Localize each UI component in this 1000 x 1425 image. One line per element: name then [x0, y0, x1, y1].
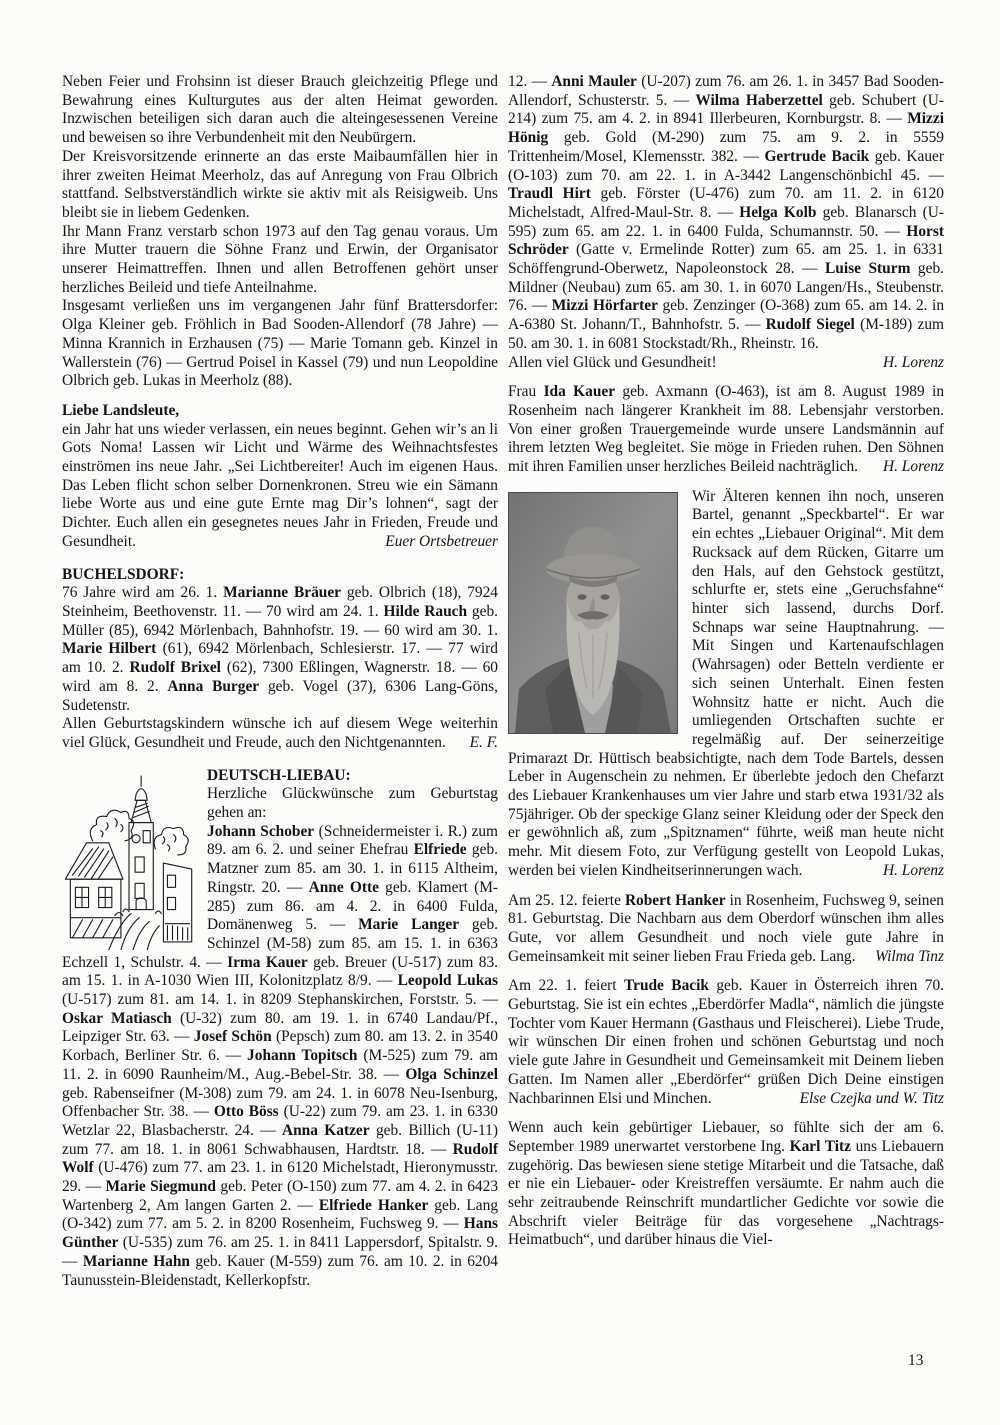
- paragraph: Wir Älteren kennen ihn noch, unseren Bartel, genannt „Speckbartel“. Er war ein echtes „Liebauer Original“. Mit dem Rucksack auf dem Rücken, Gitarre um den Hals, auf den Gehstock gestützt, schlurfte er, stets eine „Geruchsfahne“ hinter sich lassend, durchs Dorf. Schnaps war seine Hauptnahrung. — Mit Singen und Kartenaufschlagen (Wahrsagen) oder Betteln verdiente er sich seinen Unterhalt. Einen festen Wohnsitz hatte er nicht. Auch die umliegenden Ortschaften suchte er regelmäßig auf. Der seinerzeitige Primarazt Dr. Hüttisch beabsichtigte, nach dem Tode Bartels, dessen Leber in Augenschein zu nehmen. Er überlebte jedoch den Chefarzt des Liebauer Krankenhauses um vier Jahre und starb etwa 1931/32 als 75jähriger. Ob der speckige Glanz seiner Kleidung oder der Speck den er gewöhnlich aß, zum „Spitznamen“ führte, weiß man heute nicht mehr. Mit diesem Foto, zur Verfügung gestellt von Leopold Lukas, werden bei vielen Kindheitserinnerungen wach. H. Lorenz: [508, 487, 944, 879]
- right-column: [508, 73, 944, 1250]
- obituary-ida-kauer: Frau Ida Kauer geb. Axmann (O-463), ist am 8. August 1989 in Rosenheim nach längerer Krankheit im 88. Lebensjahr verstorben. Von einer großen Trauergemeinde wurde unsere Landsmännin auf ihrem letzten Weg begleitet. Sie möge in Frieden ruhen. Den Söhnen mit ihren Familien unser herzliches Beileid nachträglich. H. Lorenz: [508, 383, 945, 476]
- section-heading-buchelsdorf: BUCHELSDORF:: [62, 565, 185, 583]
- paragraph: Johann Schober (Schneidermeister i. R.) zum 89. am 6. 2. und seiner Ehefrau Elfriede geb. Matzner zum 85. am 30. 1. in 6115 Altheim, Ringstr. 20. — Anne Otte geb. Klamert (M-285) zum 86. am 4. 2. in 6400 Fulda, Domänenweg 5. — Marie Langer geb. Schinzel (M-58) zum 85. am 15. 1. in 6363 Echzell 1, Schulstr. 4. — Irma Kauer geb. Breuer (U-517) zum 83. am 15. 1. in A-1030 Wien III, Kolonitzplatz 8/9. — Leopold Lukas (U-517) zum 81. am 14. 1. in 8209 Stephanskirchen, Forststr. 5. — Oskar Matiasch (U-32) zum 80. am 19. 1. in 6740 Landau/Pf., Leipziger Str. 63. — Josef Schön (Pepsch) zum 80. am 13. 2. in 3540 Korbach, Berliner Str. 6. — Johann Topitsch (M-525) zum 79. am 11. 2. in 6090 Raunheim/M., Aug.-Bebel-Str. 38. — Olga Schinzel geb. Rabenseifner (M-308) zum 79. am 24. 1. in 6078 Neu-Isenburg, Offenbacher Str. 38. — Otto Böss (U-22) zum 79. am 23. 1. in 6330 Wetzlar 22, Blasbacherstr. 24. — Anna Katzer geb. Billich (U-11) zum 77. am 18. 1. in 8061 Schwabhausen, Hardtstr. 18. — Rudolf Wolf (U-476) zum 77. am 23. 1. in 6120 Michelstadt, Hieronymusstr. 29. — Marie Siegmund geb. Peter (O-150) zum 77. am 4. 2. in 6423 Wartenberg 2, Am langen Garten 2. — Elfriede Hanker geb. Lang (O-342) zum 77. am 5. 2. in 8200 Rosenheim, Fuchsweg 9. — Hans Günther (U-535) zum 76. am 25. 1. in 8411 Lappersdorf, Spitalstr. 9. — Marianne Hahn geb. Kauer (M-559) zum 76. am 10. 2. in 6204 Taunusstein-Bleidenstadt, Kellerkopfstr.: [62, 822, 499, 1289]
- section-heading-liebe-landsleute: Liebe Landsleute,: [62, 401, 180, 419]
- speckbartel-portrait-photo: [508, 492, 678, 734]
- left-column: [62, 73, 498, 1290]
- section-deutsch-liebau: [62, 767, 498, 1291]
- paragraph: Neben Feier und Frohsinn ist dieser Brauch gleichzeitig Pflege und Bewahrung eines Kulturgutes aus der alten Heimat geworden. Inzwischen beteiligen sich daran auch die alteingesessenen Vereine und beweisen so ihre Verbundenheit mit den Neubürgern.: [62, 73, 498, 147]
- paragraph: Ihr Mann Franz verstarb schon 1973 auf den Tag genau voraus. Um ihre Mutter trauern die Söhne Franz und Erwin, der Organisator unserer Heimattreffen. Ihnen und allen Betroffenen gehört unser herzliches Beileid und tiefe Anteilnahme.: [62, 222, 498, 296]
- paragraph: Insgesamt verließen uns im vergangenen Jahr fünf Brattersdorfer: Olga Kleiner geb. Fröhlich in Bad Sooden-Allendorf (78 Jahre) — Minna Krannich in Erzhausen (75) — Marie Tomann geb. Kinzel in Wallerstein (76) — Gertrud Poisel in Kassel (79) und nun Leopoldine Olbrich geb. Lukas in Meerholz (88).: [62, 297, 498, 390]
- paragraph: 76 Jahre wird am 26. 1. Marianne Bräuer geb. Olbrich (18), 7924 Steinheim, Beethovenstr. 11. — 70 wird am 24. 1. Hilde Rauch geb. Müller (85), 6942 Mörlenbach, Bahnhofstr. 19. — 60 wird am 30. 1. Marie Hilbert (61), 6942 Mörlenbach, Schlesierstr. 17. — 77 wird am 10. 2. Rudolf Brixel (62), 7300 Eßlingen, Wagnerstr. 18. — 60 wird am 8. 2. Anna Burger geb. Vogel (37), 6306 Lang-Göns, Sudetenstr.: [62, 584, 499, 714]
- paragraph: Herzliche Glückwünsche zum Geburtstag gehen an:: [207, 785, 498, 822]
- church-street-drawing: [62, 770, 194, 950]
- section-speckbartel: [508, 488, 944, 881]
- note-robert-hanker: Am 25. 12. feierte Robert Hanker in Rosenheim, Fuchsweg 9, seinen 81. Geburtstag. Die Nachbarn aus dem Oberdorf wünschen ihm alles Gute, vor allem Gesundheit und noch viele gute Jahre in Gemeinsamkeit mit seiner lieben Frau Frieda geb. Lang. Wilma Tinz: [508, 891, 944, 965]
- paragraph: Der Kreisvorsitzende erinnerte an das erste Maibaumfällen hier in ihrer zweiten Heimat Meerholz, das auf Anregung von Frau Olbrich stattfand. Selbstverständlich wirkte sie aktiv mit als Reisigweib. Uns bleibt sie in liebem Gedenken.: [62, 147, 498, 221]
- paragraph: 12. — Anni Mauler (U-207) zum 76. am 26. 1. in 3457 Bad Sooden-Allendorf, Schusterstr. 5. — Wilma Haberzettel geb. Schubert (U-214) zum 75. am 4. 2. in 8941 Illerbeuren, Kornburgstr. 8. — Mizzi Hönig geb. Gold (M-290) zum 75. am 9. 2. in 5559 Trittenheim/Mosel, Klemensstr. 382. — Gertrude Bacik geb. Kauer (O-103) zum 70. am 22. 1. in A-3442 Langenschönbichl 45. — Traudl Hirt geb. Förster (U-476) zum 70. am 11. 2. in 6120 Michelstadt, Alfred-Maul-Str. 8. — Helga Kolb geb. Blanarsch (U-595) zum 65. am 22. 1. in 6400 Fulda, Schumannstr. 50. — Horst Schröder (Gatte v. Ermelinde Rotter) zum 65. am 25. 1. in 6331 Schöffengrund-Oberwetz, Napoleonstock 28. — Luise Sturm geb. Mildner (Neubau) zum 65. am 30. 1. in 6070 Langen/Hs., Steubenstr. 76. — Mizzi Hörfarter geb. Zenzinger (O-368) zum 65. am 14. 2. in A-6380 St. Johann/T., Bahnhofstr. 5. — Rudolf Siegel (M-189) zum 50. am 30. 1. in 6081 Stockstadt/Rh., Rheinstr. 16.: [508, 73, 945, 352]
- obituary-karl-titz: Wenn auch kein gebürtiger Liebauer, so fühlte sich der am 6. September 1989 unerwartet verstorbene Ing. Karl Titz uns Liebauern zugehörig. Das bewiesen siene stetige Mitarbeit und die Tatsache, daß er nie ein Liebauer- oder Kreistreffen versäumte. Er nahm auch die sehr zeitraubende Reinschrift mundartlicher Gedichte vor sowie die Abschrift vieler Beiträge für das vorgesehene „Nachtrags-Heimatbuch“, und darüber hinaus die Viel-: [508, 1119, 944, 1249]
- paragraph: Allen Geburtstagskindern wünsche ich auf diesem Wege weiterhin viel Glück, Gesundheit und Freude, auch den Nichtgenannten. E. F.: [62, 715, 498, 751]
- paragraph: Allen viel Glück und Gesundheit! H. Lorenz: [508, 353, 944, 371]
- note-trude-bacik: Am 22. 1. feiert Trude Bacik geb. Kauer in Österreich ihren 70. Geburtstag. Sie ist ein echtes „Eberdörfer Madla“, nämlich die jüngste Tochter vom Kauer Hermann (Gasthaus und Fleischerei). Liebe Trude, wir wünschen Dir einen frohen und schönen Geburtstag und noch viele gute Jahre in Gesundheit und Gemeinsamkeit mit Deinem lieben Gatten. Im Namen aller „Eberdörfer“ grüßen Dich Deine einstigen Nachbarinnen Elsi und Minchen. Else Czejka und W. Titz: [508, 977, 944, 1107]
- page-number: 13: [908, 1352, 924, 1369]
- paragraph: ein Jahr hat uns wieder verlassen, ein neues beginnt. Gehen wir’s an li Gots Noma! Lassen wir Licht und Wärme des Weihnachtsfestes einströmen ins neue Jahr. „Sei Lichtbereiter! Auch im eigenen Haus. Das Leben flicht schon selber Dornenkronen. Streu wie ein Sämann liebe Worte aus und eine gute Ernte mag Dir’s lohnen“, sagt der Dichter. Euch allen ein gesegnetes neues Jahr in Frieden, Freude und Gesundheit. Euer Ortsbetreuer: [62, 420, 498, 550]
- section-heading-deutsch-liebau: DEUTSCH-LIEBAU:: [207, 766, 351, 784]
